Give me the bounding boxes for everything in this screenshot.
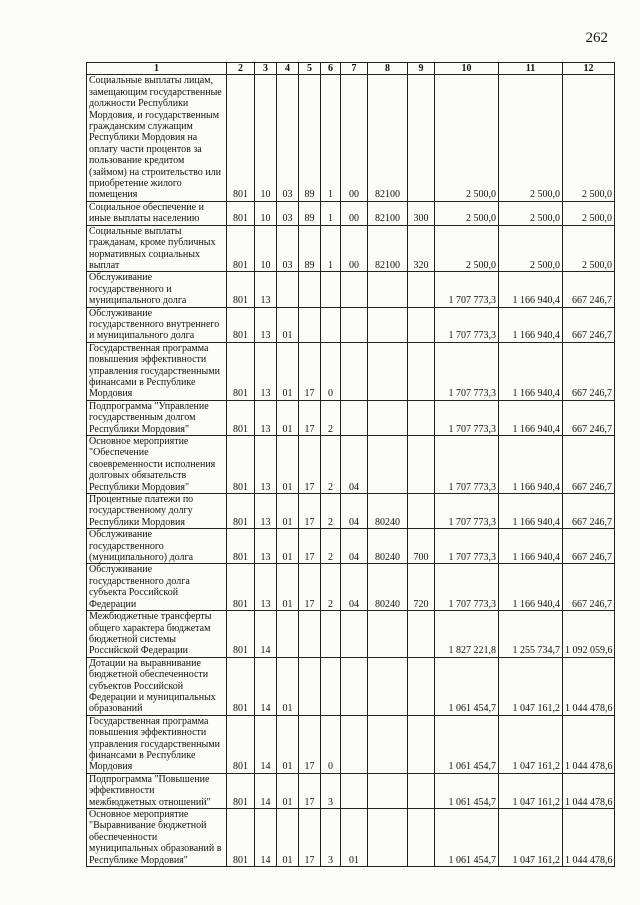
code-subsection: 01: [277, 773, 299, 808]
code-section: 10: [255, 225, 277, 272]
row-name: Основное мероприятие "Выравнивание бюджетной обеспеченности муниципальных образований в Республике Мордовия": [87, 809, 227, 867]
amount-col-11: 2 500,0: [499, 201, 563, 225]
row-name: Государственная программа повышения эффективности управления государственными финансами в Республике Мордовия: [87, 715, 227, 773]
table-row: [87, 342, 615, 400]
amount-col-11: 1 166 940,4: [499, 272, 563, 307]
code-ministry: 801: [227, 436, 255, 494]
code-section: 10: [255, 75, 277, 201]
code-expense-type: [408, 436, 435, 494]
amount-col-10: 1 707 773,3: [435, 342, 499, 400]
amount-col-10: 2 500,0: [435, 201, 499, 225]
code-subsection: 01: [277, 436, 299, 494]
table-row: [87, 436, 615, 494]
amount-col-12: 1 044 478,6: [563, 773, 615, 808]
code-program: 17: [299, 773, 321, 808]
code-ministry: 801: [227, 75, 255, 201]
column-header: 11: [499, 63, 563, 75]
code-activity: [341, 773, 368, 808]
table-row: [87, 225, 615, 272]
amount-col-12: 667 246,7: [563, 494, 615, 529]
code-ministry: 801: [227, 307, 255, 342]
amount-col-12: 1 044 478,6: [563, 809, 615, 867]
code-activity: 01: [341, 809, 368, 867]
code-activity: 04: [341, 564, 368, 611]
row-name: Основное мероприятие "Обеспечение своевременности исполнения долговых обязательств Республики Мордовия": [87, 436, 227, 494]
code-ministry: 801: [227, 342, 255, 400]
code-subsection: 01: [277, 400, 299, 435]
code-direction: 82100: [368, 75, 408, 201]
code-subprogram: 2: [321, 400, 341, 435]
code-subsection: 01: [277, 307, 299, 342]
table-row: [87, 494, 615, 529]
amount-col-11: 1 166 940,4: [499, 564, 563, 611]
amount-col-12: 1 092 059,6: [563, 611, 615, 658]
column-header: 9: [408, 63, 435, 75]
amount-col-11: 2 500,0: [499, 225, 563, 272]
code-section: 13: [255, 529, 277, 564]
row-name: Подпрограмма "Управление государственным долгом Республики Мордовия": [87, 400, 227, 435]
table-row: [87, 400, 615, 435]
code-direction: [368, 400, 408, 435]
code-subprogram: 2: [321, 529, 341, 564]
code-section: 13: [255, 272, 277, 307]
row-name: Обслуживание государственного внутреннего и муниципального долга: [87, 307, 227, 342]
code-direction: [368, 809, 408, 867]
amount-col-11: 1 166 940,4: [499, 494, 563, 529]
amount-col-10: 1 707 773,3: [435, 307, 499, 342]
code-activity: 04: [341, 494, 368, 529]
amount-col-10: 1 061 454,7: [435, 657, 499, 715]
code-direction: 80240: [368, 529, 408, 564]
amount-col-10: 1 707 773,3: [435, 564, 499, 611]
row-name: Межбюджетные трансферты общего характера бюджетам бюджетной системы Российской Федерации: [87, 611, 227, 658]
code-subprogram: [321, 611, 341, 658]
code-program: 89: [299, 75, 321, 201]
row-name: Обслуживание государственного и муниципального долга: [87, 272, 227, 307]
table-row: [87, 75, 615, 201]
code-activity: [341, 307, 368, 342]
column-header: 8: [368, 63, 408, 75]
amount-col-10: 1 707 773,3: [435, 436, 499, 494]
code-activity: [341, 272, 368, 307]
code-activity: 00: [341, 75, 368, 201]
code-expense-type: [408, 494, 435, 529]
column-header: 12: [563, 63, 615, 75]
amount-col-12: 667 246,7: [563, 564, 615, 611]
code-expense-type: [408, 715, 435, 773]
amount-col-12: 667 246,7: [563, 400, 615, 435]
table-row: [87, 307, 615, 342]
code-expense-type: [408, 342, 435, 400]
table-row: [87, 201, 615, 225]
code-ministry: 801: [227, 611, 255, 658]
code-program: 17: [299, 564, 321, 611]
code-section: 14: [255, 809, 277, 867]
code-program: [299, 657, 321, 715]
code-subsection: 03: [277, 75, 299, 201]
code-section: 14: [255, 773, 277, 808]
amount-col-11: 2 500,0: [499, 75, 563, 201]
code-section: 13: [255, 400, 277, 435]
code-expense-type: [408, 400, 435, 435]
table-row: [87, 564, 615, 611]
amount-col-10: 2 500,0: [435, 225, 499, 272]
code-direction: [368, 773, 408, 808]
row-name: Социальное обеспечение и иные выплаты населению: [87, 201, 227, 225]
code-expense-type: 700: [408, 529, 435, 564]
code-section: 10: [255, 201, 277, 225]
amount-col-12: 1 044 478,6: [563, 715, 615, 773]
code-ministry: 801: [227, 715, 255, 773]
amount-col-10: 1 707 773,3: [435, 494, 499, 529]
code-section: 13: [255, 494, 277, 529]
code-subprogram: 1: [321, 201, 341, 225]
code-program: [299, 272, 321, 307]
column-header: 1: [87, 63, 227, 75]
code-subprogram: 1: [321, 225, 341, 272]
amount-col-10: 1 061 454,7: [435, 715, 499, 773]
code-activity: 04: [341, 529, 368, 564]
amount-col-11: 1 255 734,7: [499, 611, 563, 658]
row-name: Дотации на выравнивание бюджетной обеспеченности субъектов Российской Федерации и муниципальных образований: [87, 657, 227, 715]
amount-col-12: 1 044 478,6: [563, 657, 615, 715]
amount-col-10: 1 061 454,7: [435, 809, 499, 867]
code-expense-type: [408, 773, 435, 808]
amount-col-11: 1 047 161,2: [499, 773, 563, 808]
row-name: Обслуживание государственного долга субъекта Российской Федерации: [87, 564, 227, 611]
amount-col-10: 1 707 773,3: [435, 529, 499, 564]
code-subsection: 03: [277, 225, 299, 272]
code-direction: [368, 272, 408, 307]
code-subprogram: [321, 657, 341, 715]
amount-col-11: 1 047 161,2: [499, 657, 563, 715]
code-subsection: 01: [277, 657, 299, 715]
code-program: 89: [299, 225, 321, 272]
code-ministry: 801: [227, 773, 255, 808]
column-header: 10: [435, 63, 499, 75]
code-subprogram: 2: [321, 436, 341, 494]
code-program: 89: [299, 201, 321, 225]
code-subsection: 01: [277, 494, 299, 529]
row-name: Процентные платежи по государственному долгу Республики Мордовия: [87, 494, 227, 529]
code-direction: [368, 342, 408, 400]
column-header: 6: [321, 63, 341, 75]
table-row: [87, 773, 615, 808]
table-body: [87, 75, 615, 867]
code-subprogram: 2: [321, 494, 341, 529]
table-row: [87, 611, 615, 658]
code-ministry: 801: [227, 201, 255, 225]
code-direction: 82100: [368, 201, 408, 225]
table-header: [87, 63, 615, 75]
code-ministry: 801: [227, 225, 255, 272]
code-activity: [341, 611, 368, 658]
code-program: 17: [299, 494, 321, 529]
code-direction: [368, 611, 408, 658]
row-name: Подпрограмма "Повышение эффективности межбюджетных отношений": [87, 773, 227, 808]
amount-col-12: 667 246,7: [563, 342, 615, 400]
amount-col-10: 1 707 773,3: [435, 400, 499, 435]
column-header: 2: [227, 63, 255, 75]
code-subsection: 01: [277, 529, 299, 564]
code-direction: [368, 307, 408, 342]
code-subsection: 01: [277, 342, 299, 400]
amount-col-12: 2 500,0: [563, 225, 615, 272]
code-direction: [368, 657, 408, 715]
code-program: 17: [299, 809, 321, 867]
row-name: Социальные выплаты гражданам, кроме публичных нормативных социальных выплат: [87, 225, 227, 272]
code-subprogram: 0: [321, 715, 341, 773]
page-number: 262: [585, 30, 608, 46]
code-expense-type: [408, 307, 435, 342]
code-activity: 00: [341, 201, 368, 225]
code-subprogram: 2: [321, 564, 341, 611]
code-direction: 82100: [368, 225, 408, 272]
code-direction: [368, 715, 408, 773]
code-section: 14: [255, 611, 277, 658]
code-section: 14: [255, 657, 277, 715]
code-expense-type: [408, 272, 435, 307]
amount-col-10: 1 707 773,3: [435, 272, 499, 307]
amount-col-12: 2 500,0: [563, 201, 615, 225]
code-section: 13: [255, 564, 277, 611]
code-subsection: [277, 272, 299, 307]
code-expense-type: [408, 75, 435, 201]
amount-col-12: 2 500,0: [563, 75, 615, 201]
amount-col-11: 1 047 161,2: [499, 809, 563, 867]
table-row: [87, 272, 615, 307]
amount-col-12: 667 246,7: [563, 436, 615, 494]
code-subprogram: [321, 272, 341, 307]
row-name: Социальные выплаты лицам, замещающим государственные должности Республики Мордовия, и государственным гражданским служащим Республики Мордовия на оплату части процентов за пользование кредитом (займом) на строительство или приобретение жилого помещения: [87, 75, 227, 201]
amount-col-12: 667 246,7: [563, 307, 615, 342]
code-section: 13: [255, 342, 277, 400]
table-row: [87, 715, 615, 773]
code-subsection: 01: [277, 564, 299, 611]
code-subprogram: 3: [321, 773, 341, 808]
code-direction: 80240: [368, 494, 408, 529]
amount-col-11: 1 166 940,4: [499, 342, 563, 400]
amount-col-11: 1 166 940,4: [499, 436, 563, 494]
code-direction: [368, 436, 408, 494]
code-activity: [341, 342, 368, 400]
code-activity: 00: [341, 225, 368, 272]
code-program: [299, 611, 321, 658]
column-header: 3: [255, 63, 277, 75]
code-subsection: 03: [277, 201, 299, 225]
amount-col-11: 1 166 940,4: [499, 307, 563, 342]
code-direction: 80240: [368, 564, 408, 611]
table-row: [87, 529, 615, 564]
header-row: [87, 63, 615, 75]
code-activity: [341, 715, 368, 773]
code-ministry: 801: [227, 400, 255, 435]
code-ministry: 801: [227, 529, 255, 564]
amount-col-10: 1 061 454,7: [435, 773, 499, 808]
amount-col-11: 1 166 940,4: [499, 529, 563, 564]
amount-col-12: 667 246,7: [563, 529, 615, 564]
code-program: 17: [299, 715, 321, 773]
code-activity: [341, 400, 368, 435]
code-program: 17: [299, 436, 321, 494]
code-expense-type: 720: [408, 564, 435, 611]
code-section: 13: [255, 307, 277, 342]
budget-table: [86, 62, 615, 867]
table-row: [87, 657, 615, 715]
code-subprogram: [321, 307, 341, 342]
row-name: Государственная программа повышения эффективности управления государственными финансами в Республике Мордовия: [87, 342, 227, 400]
code-subprogram: 3: [321, 809, 341, 867]
code-subprogram: 0: [321, 342, 341, 400]
code-ministry: 801: [227, 564, 255, 611]
code-subsection: 01: [277, 809, 299, 867]
code-ministry: 801: [227, 272, 255, 307]
code-program: 17: [299, 400, 321, 435]
code-section: 13: [255, 436, 277, 494]
column-header: 5: [299, 63, 321, 75]
code-expense-type: [408, 809, 435, 867]
amount-col-10: 2 500,0: [435, 75, 499, 201]
amount-col-11: 1 047 161,2: [499, 715, 563, 773]
row-name: Обслуживание государственного (муниципального) долга: [87, 529, 227, 564]
code-subprogram: 1: [321, 75, 341, 201]
code-expense-type: [408, 611, 435, 658]
code-subsection: [277, 611, 299, 658]
table-row: [87, 809, 615, 867]
code-ministry: 801: [227, 494, 255, 529]
code-subsection: 01: [277, 715, 299, 773]
code-ministry: 801: [227, 657, 255, 715]
code-expense-type: 320: [408, 225, 435, 272]
amount-col-10: 1 827 221,8: [435, 611, 499, 658]
amount-col-11: 1 166 940,4: [499, 400, 563, 435]
code-ministry: 801: [227, 809, 255, 867]
code-section: 14: [255, 715, 277, 773]
column-header: 7: [341, 63, 368, 75]
code-activity: 04: [341, 436, 368, 494]
code-expense-type: [408, 657, 435, 715]
code-program: 17: [299, 529, 321, 564]
code-expense-type: 300: [408, 201, 435, 225]
code-program: 17: [299, 342, 321, 400]
column-header: 4: [277, 63, 299, 75]
code-activity: [341, 657, 368, 715]
amount-col-12: 667 246,7: [563, 272, 615, 307]
code-program: [299, 307, 321, 342]
